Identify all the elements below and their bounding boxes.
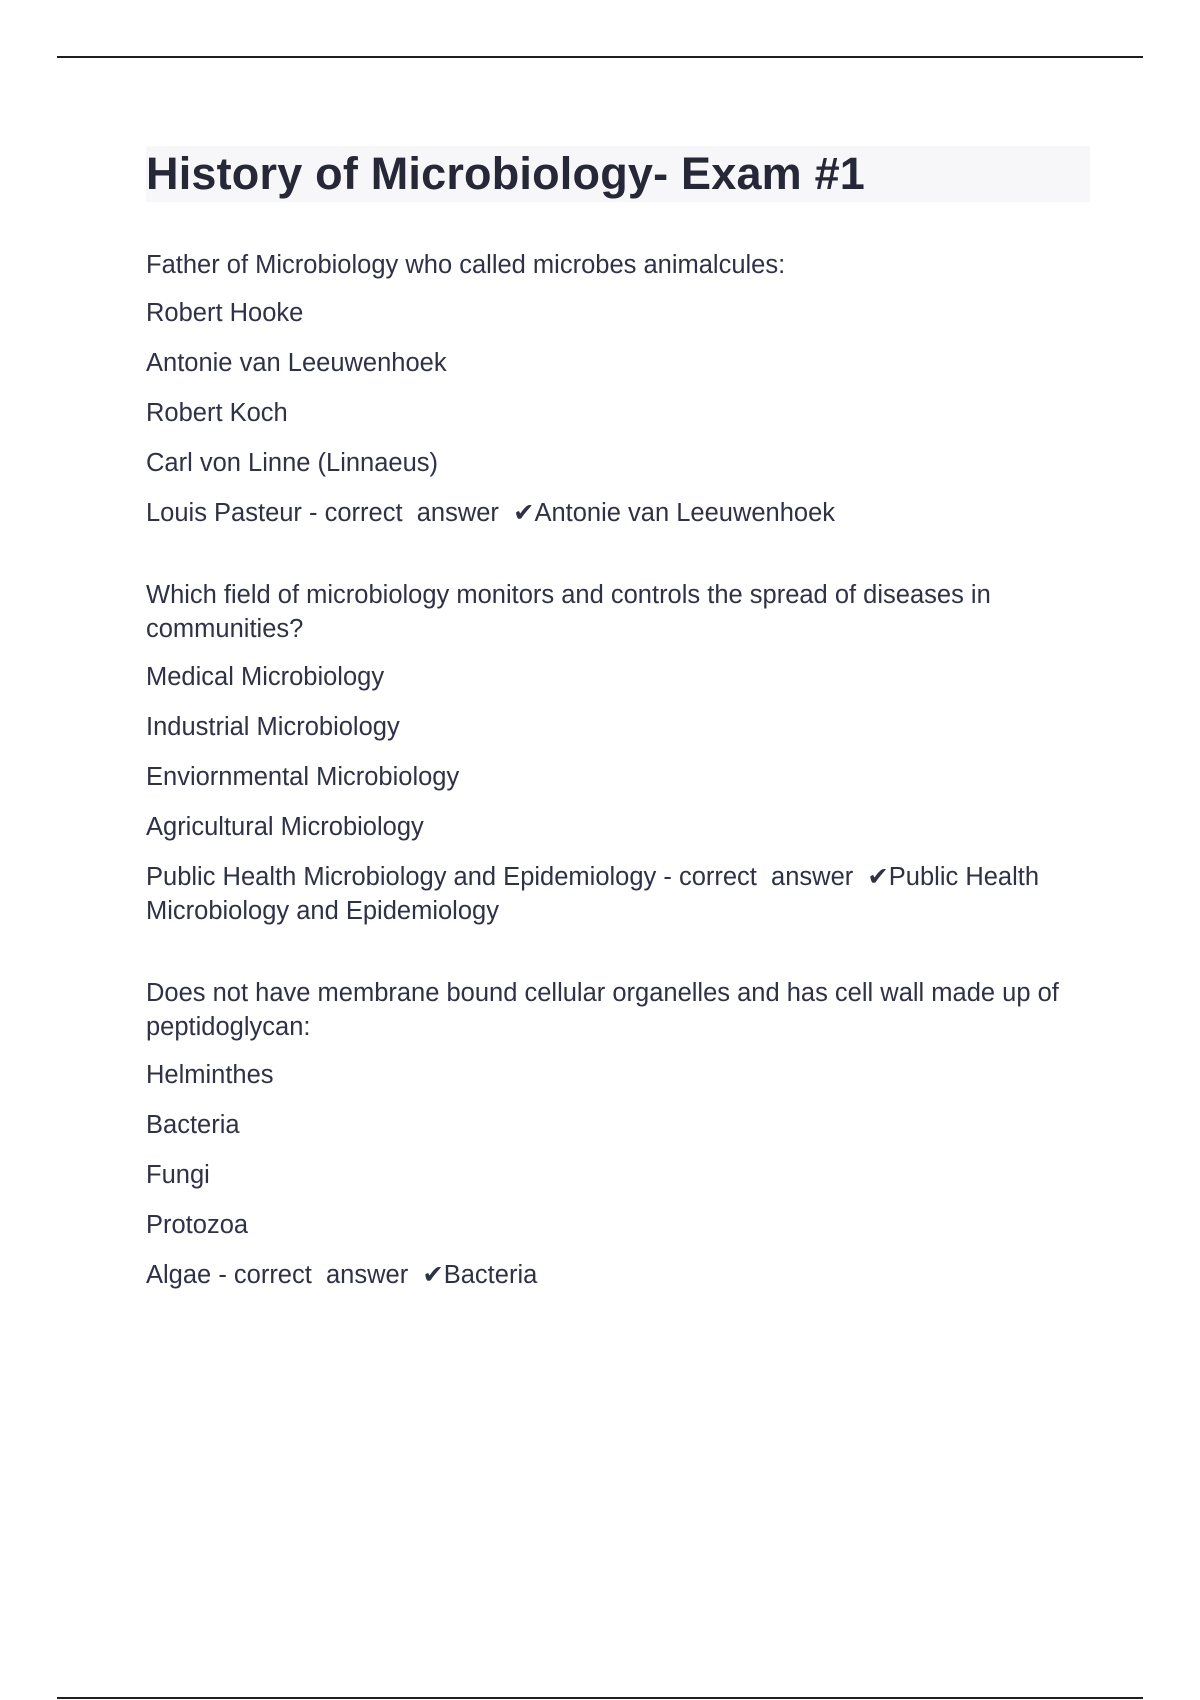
correct-answer-label: - correct answer (656, 863, 868, 891)
answer-option: Industrial Microbiology (146, 713, 400, 741)
page-title: History of Microbiology- Exam #1 (146, 146, 1090, 202)
answer-option: Antonie van Leeuwenhoek (146, 349, 447, 377)
answer-option: Louis Pasteur (146, 499, 302, 527)
question-block-3 (146, 976, 1090, 1292)
answer-option: Agricultural Microbiology (146, 813, 424, 841)
question-block-2 (146, 578, 1090, 928)
answer-option: Protozoa (146, 1211, 249, 1239)
answer-line (146, 496, 1090, 530)
answer-option: Robert Koch (146, 399, 288, 427)
question-block-1 (146, 248, 1090, 530)
question-prompt: Does not have membrane bound cellular organelles and has cell wall made up of peptidoglycan: (146, 979, 1059, 1041)
answer-option: Enviornmental Microbiology (146, 763, 460, 791)
answer-option: Robert Hooke (146, 299, 304, 327)
document-body (146, 146, 1090, 1292)
correct-answer-label: - correct answer (211, 1261, 423, 1289)
answer-line (146, 860, 1090, 928)
correct-answer: ✔Bacteria (422, 1261, 538, 1289)
answer-option: Fungi (146, 1161, 210, 1189)
answer-option: Algae (146, 1261, 212, 1289)
answer-line (146, 1258, 1090, 1292)
question-prompt: Father of Microbiology who called microbes animalcules: (146, 251, 786, 279)
correct-answer-label: - correct answer (301, 499, 514, 527)
correct-answer: ✔Antonie van Leeuwenhoek (513, 499, 836, 527)
answer-option: Carl von Linne (Linnaeus) (146, 449, 439, 477)
question-prompt: Which field of microbiology monitors and controls the spread of diseases in communities? (146, 581, 991, 643)
answer-option: Helminthes (146, 1061, 274, 1089)
top-rule (57, 56, 1143, 58)
answer-option: Medical Microbiology (146, 663, 385, 691)
bottom-rule (57, 1697, 1143, 1699)
correct-answer: ✔Public Health Microbiology and Epidemiology (146, 863, 1040, 925)
answer-option: Public Health Microbiology and Epidemiology (146, 863, 657, 891)
answer-option: Bacteria (146, 1111, 240, 1139)
